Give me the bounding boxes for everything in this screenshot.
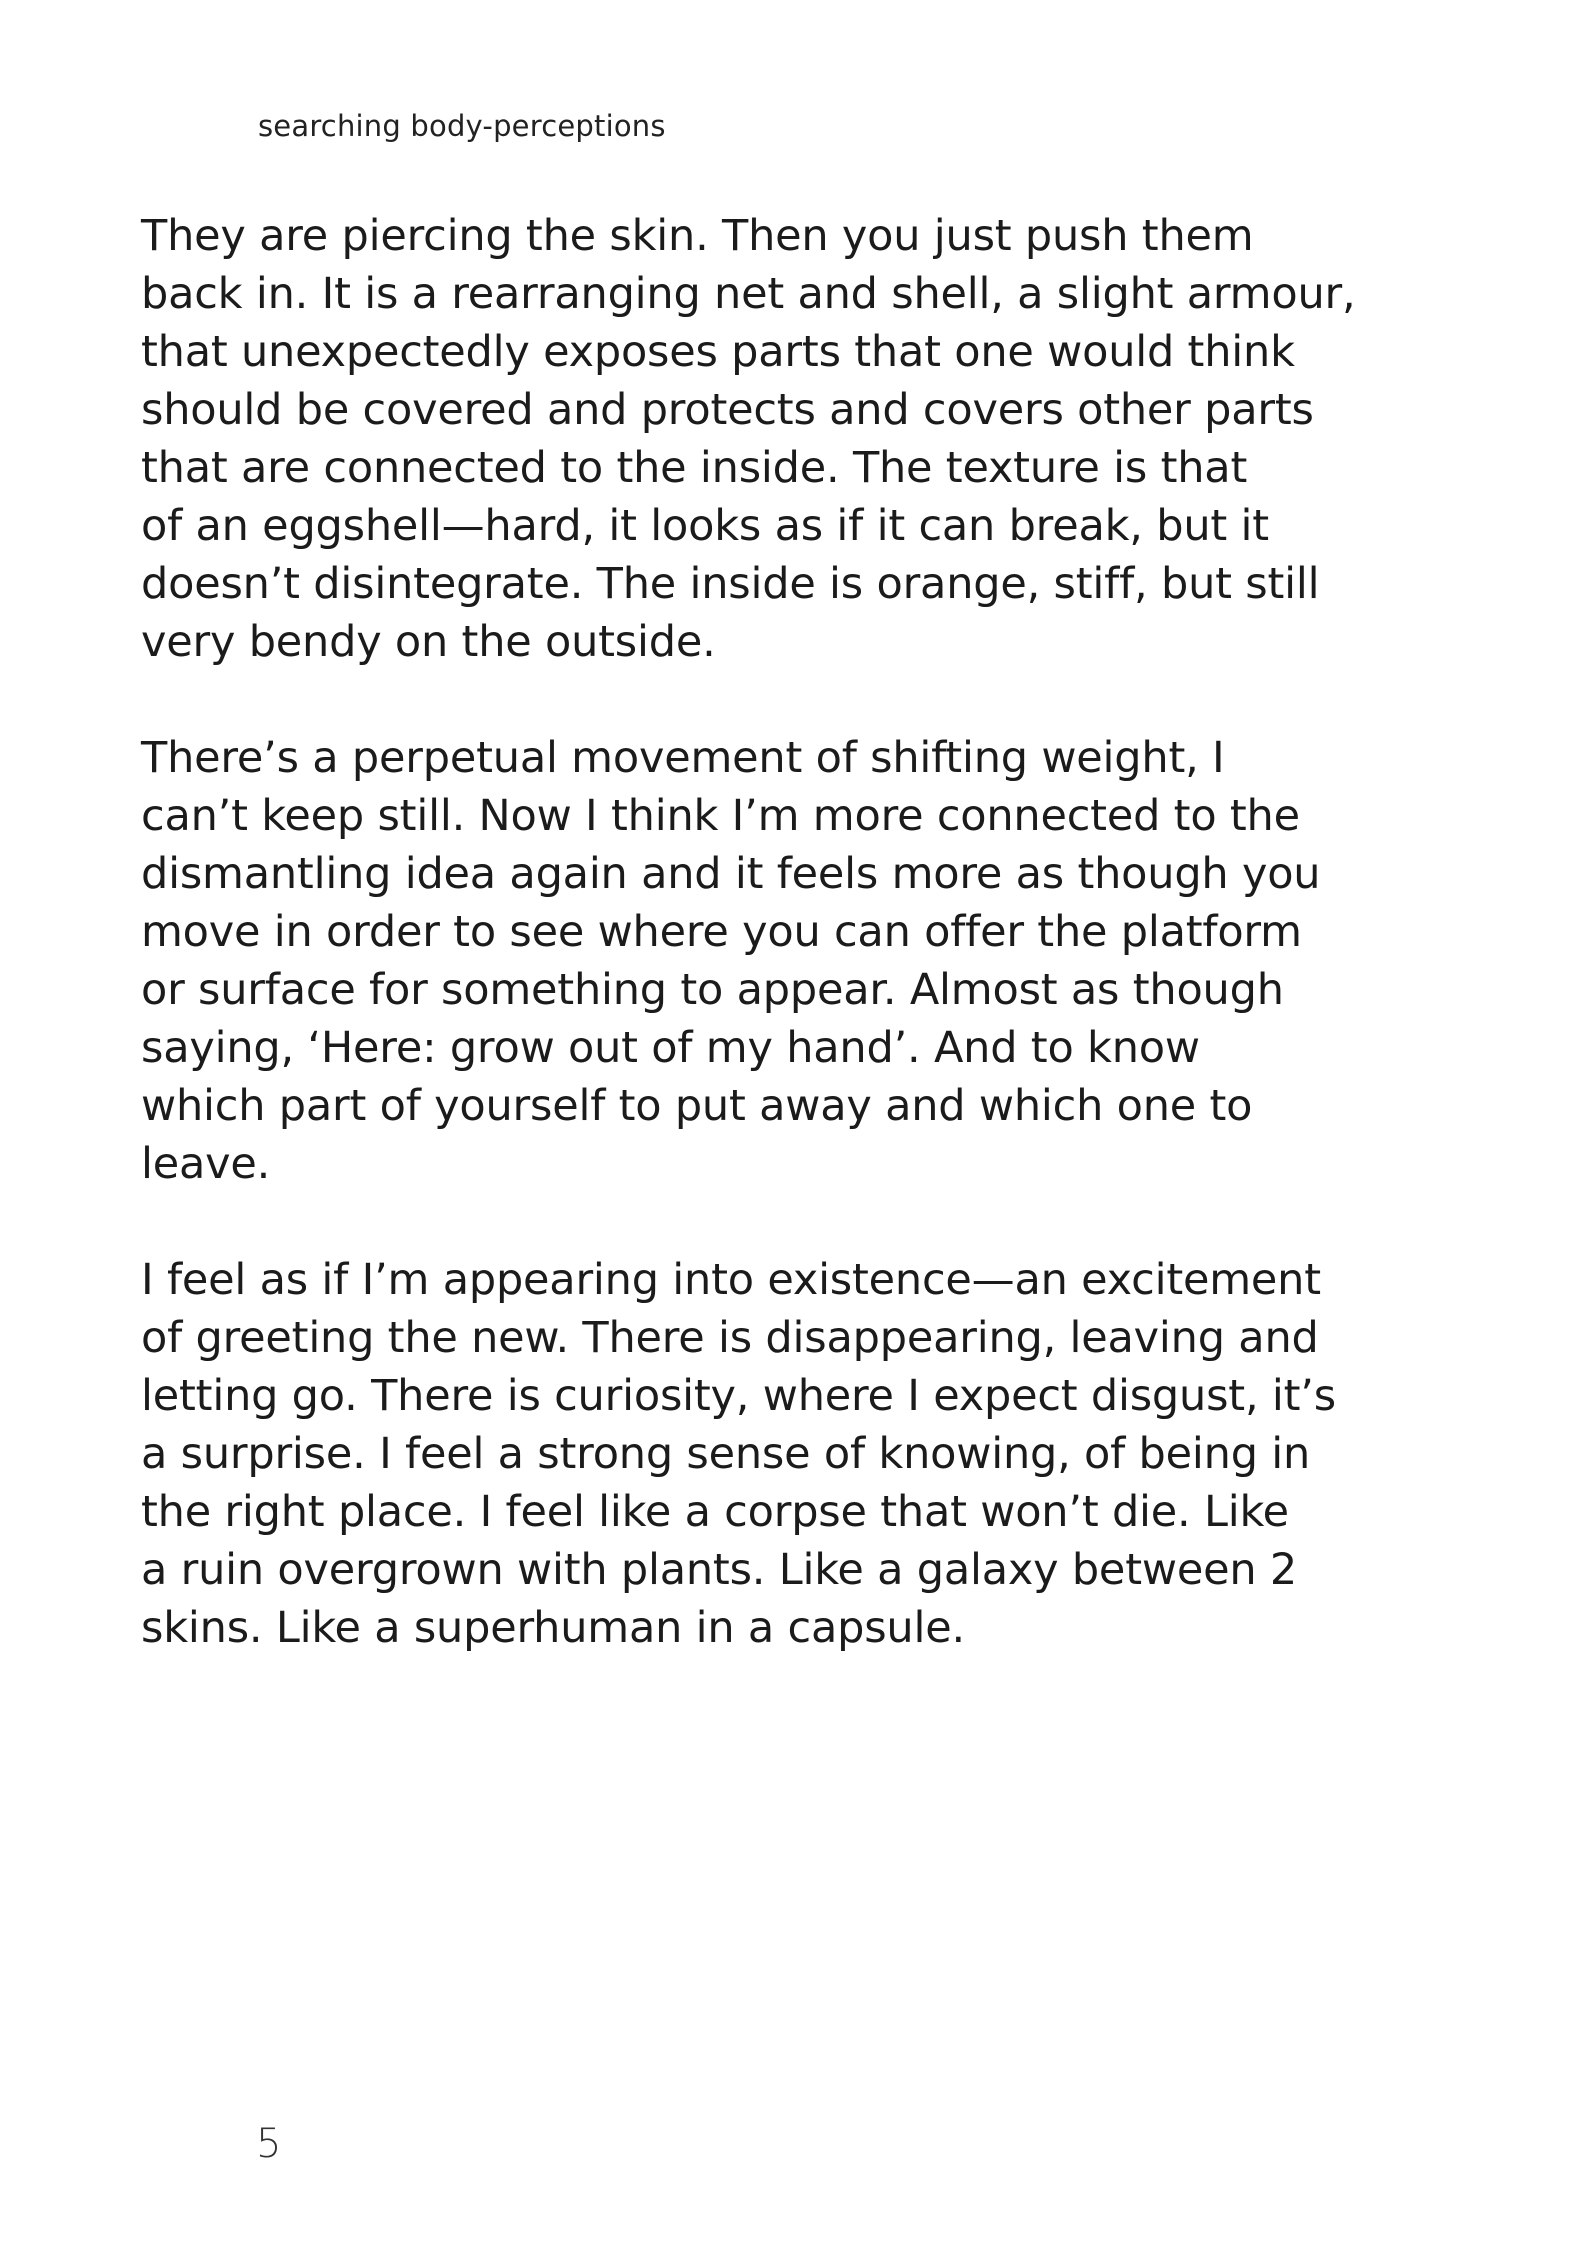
text-line: saying, ‘Here: grow out of my hand’. And to know [141, 1023, 1200, 1073]
text-line: a ruin overgrown with plants. Like a galaxy between 2 [141, 1545, 1298, 1595]
paragraph-1 [141, 207, 1441, 671]
text-line: leave. [141, 1139, 271, 1189]
text-line: I feel as if I’m appearing into existence—an excitement [141, 1255, 1321, 1305]
text-line: the right place. I feel like a corpse that won’t die. Like [141, 1487, 1289, 1537]
text-line: back in. It is a rearranging net and shell, a slight armour, [141, 269, 1356, 319]
text-line: of an eggshell—hard, it looks as if it can break, but it [141, 501, 1269, 551]
text-line: that unexpectedly exposes parts that one would think [141, 327, 1295, 377]
text-line: There’s a perpetual movement of shifting weight, I [141, 733, 1225, 783]
text-line: or surface for something to appear. Almost as though [141, 965, 1284, 1015]
text-line: They are piercing the skin. Then you just push them [141, 211, 1254, 261]
text-line: a surprise. I feel a strong sense of knowing, of being in [141, 1429, 1311, 1479]
text-line: of greeting the new. There is disappearing, leaving and [141, 1313, 1319, 1363]
page-number: 5 [256, 2121, 282, 2167]
text-line: that are connected to the inside. The texture is that [141, 443, 1248, 493]
text-line: letting go. There is curiosity, where I expect disgust, it’s [141, 1371, 1336, 1421]
text-line: which part of yourself to put away and which one to [141, 1081, 1253, 1131]
text-line: should be covered and protects and covers other parts [141, 385, 1314, 435]
text-line: can’t keep still. Now I think I’m more connected to the [141, 791, 1300, 841]
body-text [141, 207, 1441, 1715]
paragraph-3 [141, 1251, 1441, 1657]
paragraph-2 [141, 729, 1441, 1193]
text-line: very bendy on the outside. [141, 617, 716, 667]
text-line: doesn’t disintegrate. The inside is orange, stiff, but still [141, 559, 1320, 609]
text-line: move in order to see where you can offer the platform [141, 907, 1302, 957]
running-header: searching body-perceptions [258, 109, 666, 143]
text-line: dismantling idea again and it feels more as though you [141, 849, 1321, 899]
text-line: skins. Like a superhuman in a capsule. [141, 1603, 965, 1653]
